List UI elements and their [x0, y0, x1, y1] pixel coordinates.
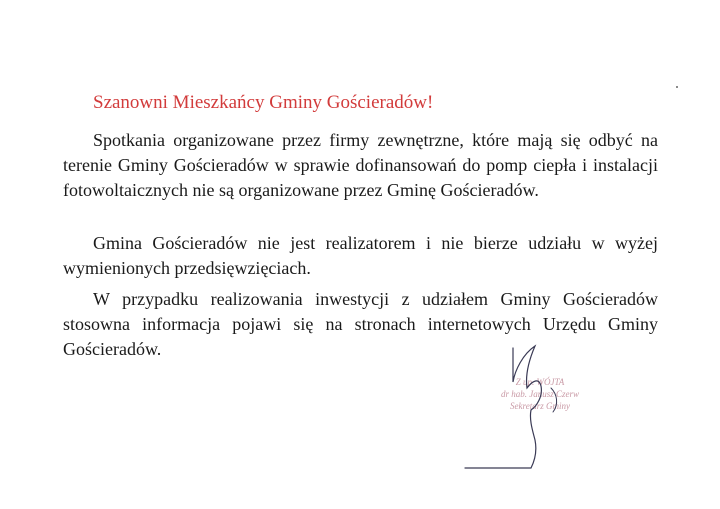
stamp-line-authority: Z up. WÓJTA — [515, 377, 565, 387]
handwritten-signature — [455, 340, 605, 480]
stamp-line-name: dr hab. Janusz Czerw — [500, 389, 579, 399]
greeting-heading: Szanowni Mieszkańcy Gminy Gościeradów! — [93, 92, 434, 113]
stamp-line-title: Sekretarz Gminy — [510, 401, 570, 411]
paragraph-meetings: Spotkania organizowane przez firmy zewnętrzne, które mają się odbyć na terenie Gminy Gościeradów w sprawie dofinansowań do pomp ciepła i instalacji fotowoltaicznych nie są organizowane przez Gminę Gościeradów. — [63, 130, 658, 200]
paragraph-information: W przypadku realizowania inwestycji z udziałem Gminy Gościeradów stosowna informacja pojawi się na stronach internetowych Urzędu Gminy Gościeradów. — [63, 289, 658, 359]
scan-speck — [676, 86, 678, 88]
paragraph-not-organizer: Gmina Gościeradów nie jest realizatorem i nie bierze udziału w wyżej wymienionych przedsięwzięciach. — [63, 233, 658, 278]
